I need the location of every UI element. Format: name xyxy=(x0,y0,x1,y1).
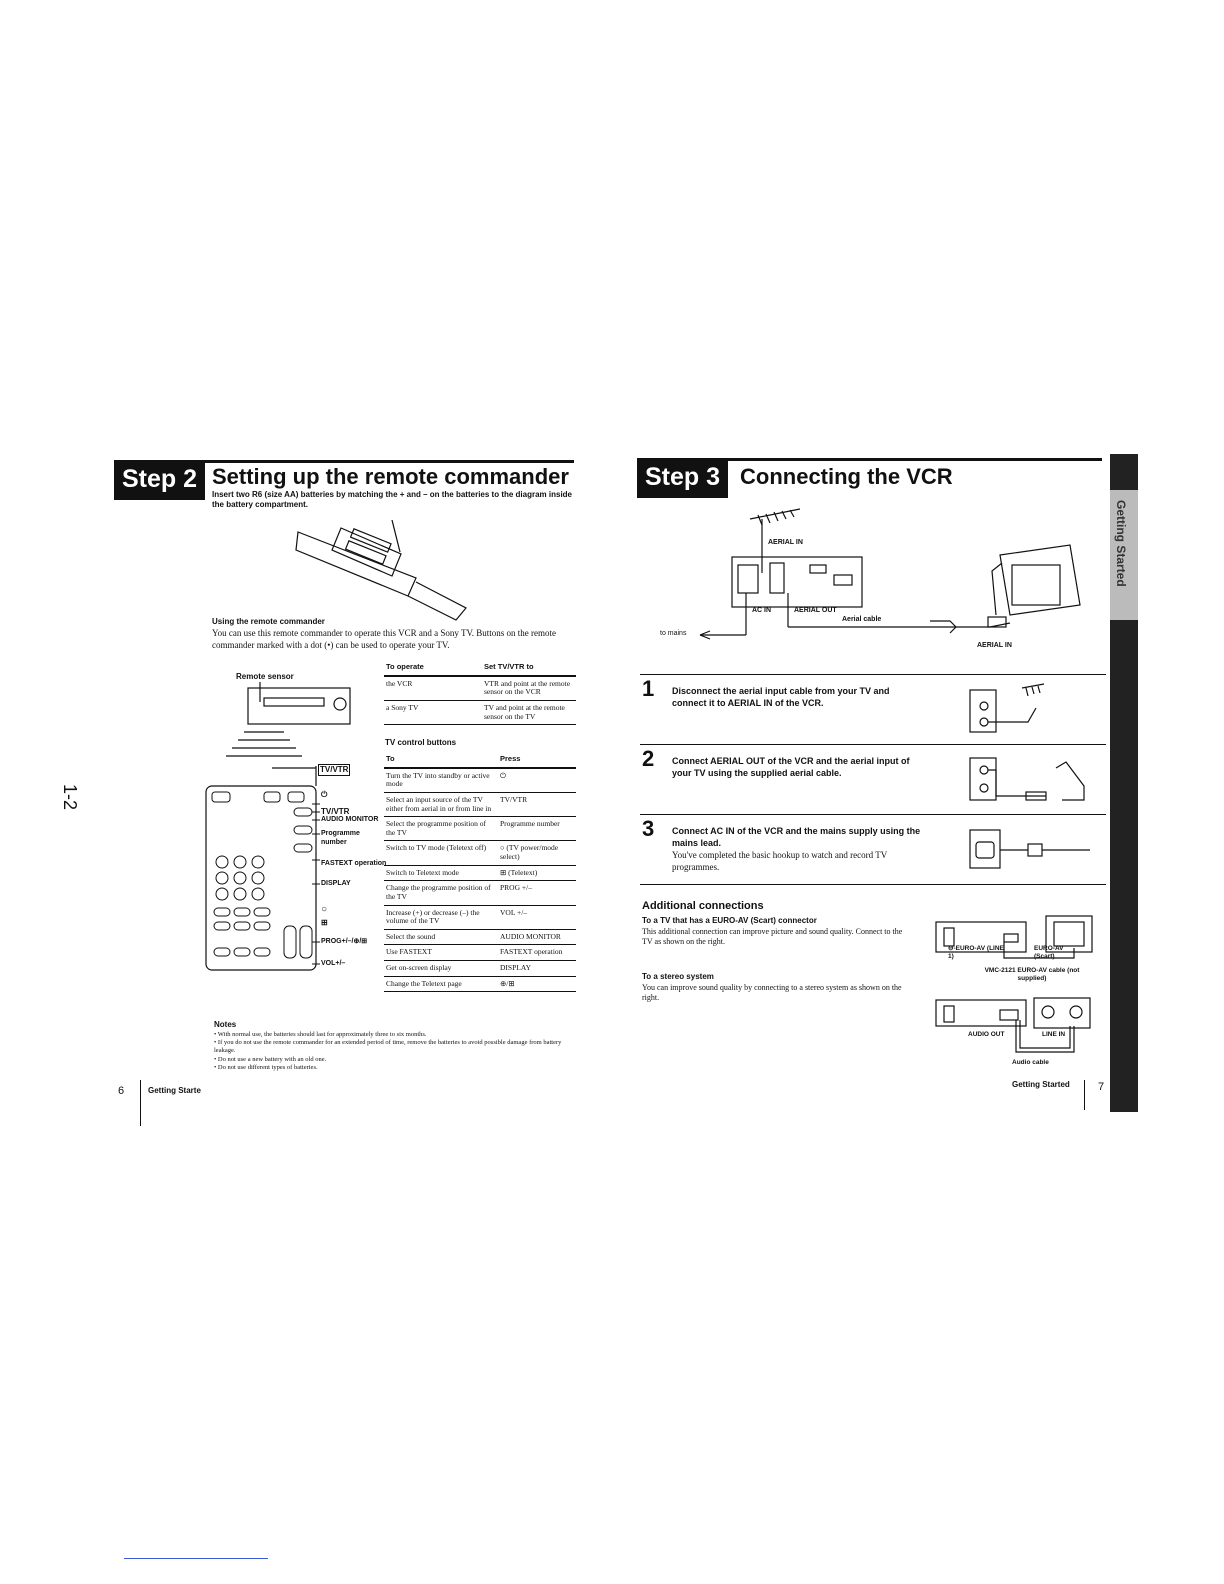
label-programme-number: Programme number xyxy=(321,830,360,846)
label-aerial-out: AERIAL OUT xyxy=(794,607,837,614)
tv-controls-heading: TV control buttons xyxy=(385,738,457,747)
table-cell: TV/VTR xyxy=(498,792,576,816)
scart-heading: To a TV that has a EURO-AV (Scart) connector xyxy=(642,916,817,925)
note-item: • Do not use different types of batteries. xyxy=(214,1064,318,1071)
step1-illustration xyxy=(966,684,1046,734)
tv-header-to: To xyxy=(384,752,498,768)
label-fastext: FASTEXT operation xyxy=(321,860,387,867)
label-euro-av-scart: EURO-AV (Scart) xyxy=(1034,945,1064,961)
table-row xyxy=(384,768,576,793)
using-text: You can use this remote commander to operate this VCR and a Sony TV. Buttons on the remote commander marked with a dot (•) can be used to operate your TV. xyxy=(212,628,557,650)
step-badge-right: Step 3 xyxy=(637,459,728,498)
using-heading: Using the remote commander xyxy=(212,617,325,626)
table-cell: the VCR xyxy=(384,676,482,701)
stereo-heading: To a stereo system xyxy=(642,972,714,981)
table-cell: Select the programme position of the TV xyxy=(384,817,498,841)
notes-heading: Notes xyxy=(214,1020,237,1029)
tv-controls-table xyxy=(384,752,576,992)
step-text: Connect AC IN of the VCR and the mains supply using the mains lead. xyxy=(672,826,921,848)
additional-heading: Additional connections xyxy=(642,900,764,912)
label-vol: VOL+/– xyxy=(321,960,346,967)
table-cell: Change the programme position of the TV xyxy=(384,881,498,905)
table-cell: FASTEXT operation xyxy=(498,945,576,961)
table-cell: VOL +/– xyxy=(498,905,576,929)
table-cell: Select an input source of the TV either from aerial in or from line in xyxy=(384,792,498,816)
table-row xyxy=(384,700,576,724)
note-item: • If you do not use the remote commander for an extended period of time, remove the batteries to avoid possible damage from battery leakage. xyxy=(214,1039,562,1055)
step2-illustration xyxy=(966,756,1096,806)
table-cell: Get on-screen display xyxy=(384,961,498,977)
table-cell: VTR and point at the remote sensor on the VCR xyxy=(482,676,576,701)
footer-divider-right xyxy=(1084,1080,1085,1110)
side-tab-label: Getting Started xyxy=(1114,500,1128,587)
label-aerial-cable: Aerial cable xyxy=(842,616,882,623)
page-number-left: 6 xyxy=(118,1085,125,1097)
battery-illustration xyxy=(296,520,476,620)
margin-mark: 1-2 xyxy=(60,784,80,811)
label-ac-in: AC IN xyxy=(752,607,772,614)
table-cell: ⏻ xyxy=(498,768,576,793)
operate-header-col1: To operate xyxy=(384,660,482,676)
label-prog: PROG+/–/⊕/⊞ xyxy=(321,938,368,945)
table-cell: Select the sound xyxy=(384,929,498,945)
intro-text: Insert two R6 (size AA) batteries by matching the + and – on the batteries to the diagram inside the battery compartment. xyxy=(212,490,572,509)
table-cell: Switch to TV mode (Teletext off) xyxy=(384,841,498,865)
label-line-in: LINE IN xyxy=(1042,1031,1066,1038)
table-cell: Turn the TV into standby or active mode xyxy=(384,768,498,793)
label-aerial-in-tv: AERIAL IN xyxy=(977,642,1012,649)
label-audio-out: AUDIO OUT xyxy=(968,1031,1005,1038)
table-cell: a Sony TV xyxy=(384,700,482,724)
label-tv-vtr-button: TV/VTR xyxy=(320,765,349,774)
table-cell: ○ (TV power/mode select) xyxy=(498,841,576,865)
footer-section-left: Getting Starte xyxy=(148,1086,201,1095)
step-extra-text: You've completed the basic hookup to watch and record TV programmes. xyxy=(672,850,888,872)
label-audio-monitor: AUDIO MONITOR xyxy=(321,816,379,823)
footer-section-right: Getting Started xyxy=(1012,1080,1070,1089)
page-title-left: Setting up the remote commander xyxy=(212,464,569,489)
table-row xyxy=(384,929,576,945)
step-text: Disconnect the aerial input cable from your TV and connect it to AERIAL IN of the VCR. xyxy=(672,686,890,708)
table-cell: AUDIO MONITOR xyxy=(498,929,576,945)
label-aerial-in-top: AERIAL IN xyxy=(768,539,803,546)
table-cell: Increase (+) or decrease (–) the volume of the TV xyxy=(384,905,498,929)
step-divider xyxy=(640,744,1106,745)
label-euro-cable: VMC-2121 EURO-AV cable (not supplied) xyxy=(984,967,1080,983)
tv-header-press: Press xyxy=(498,752,576,768)
table-row xyxy=(384,905,576,929)
table-cell: DISPLAY xyxy=(498,961,576,977)
table-cell: Use FASTEXT xyxy=(384,945,498,961)
label-to-mains: to mains xyxy=(660,630,687,637)
label-tvvtr: TV/VTR xyxy=(321,807,350,816)
step-number: 2 xyxy=(642,746,655,771)
step-badge-left: Step 2 xyxy=(114,461,205,500)
table-cell: ⊞ (Teletext) xyxy=(498,865,576,881)
table-cell: ⊕/⊞ xyxy=(498,976,576,992)
page-number-right: 7 xyxy=(1098,1081,1105,1093)
table-row xyxy=(384,676,576,701)
table-cell: Change the Teletext page xyxy=(384,976,498,992)
stereo-illustration xyxy=(934,996,1094,1066)
table-cell: Programme number xyxy=(498,817,576,841)
step3-illustration xyxy=(966,828,1096,872)
page-title-right: Connecting the VCR xyxy=(740,464,953,489)
step-divider xyxy=(640,884,1106,885)
label-power: ⏻ xyxy=(321,790,328,799)
remote-diagram xyxy=(204,682,387,972)
note-item: • With normal use, the batteries should last for approximately three to six months. xyxy=(214,1031,427,1038)
label-euro-av-line1: ⊖-EURO-AV (LINE 1) xyxy=(948,945,1004,961)
table-cell: TV and point at the remote sensor on the TV xyxy=(482,700,576,724)
table-cell: PROG +/– xyxy=(498,881,576,905)
table-row xyxy=(384,976,576,992)
table-row xyxy=(384,945,576,961)
note-item: • Do not use a new battery with an old one. xyxy=(214,1056,327,1063)
table-row xyxy=(384,841,576,865)
table-row xyxy=(384,865,576,881)
table-cell: Switch to Teletext mode xyxy=(384,865,498,881)
remote-sensor-label: Remote sensor xyxy=(236,672,294,681)
step-divider xyxy=(640,674,1106,675)
stereo-text: You can improve sound quality by connecting to a stereo system as shown on the right. xyxy=(642,983,902,1003)
table-row xyxy=(384,961,576,977)
step-number: 3 xyxy=(642,816,655,841)
label-display: DISPLAY xyxy=(321,880,351,887)
table-row xyxy=(384,817,576,841)
label-audio-cable: Audio cable xyxy=(1012,1059,1049,1066)
step-text: Connect AERIAL OUT of the VCR and the aerial input of your TV using the supplied aerial cable. xyxy=(672,756,910,778)
scart-illustration xyxy=(934,912,1094,972)
operate-header-col2: Set TV/VTR to xyxy=(482,660,576,676)
table-row xyxy=(384,792,576,816)
footer-divider-left xyxy=(140,1080,141,1126)
table-row xyxy=(384,881,576,905)
scart-text: This additional connection can improve picture and sound quality. Connect to the TV as shown on the right. xyxy=(642,927,903,947)
label-teletext: ⊞ xyxy=(321,918,328,927)
operate-table xyxy=(384,660,576,725)
bottom-line xyxy=(124,1558,268,1559)
step-number: 1 xyxy=(642,676,655,701)
label-circle: ○ xyxy=(321,904,328,915)
step-divider xyxy=(640,814,1106,815)
connection-diagram xyxy=(650,505,1090,655)
